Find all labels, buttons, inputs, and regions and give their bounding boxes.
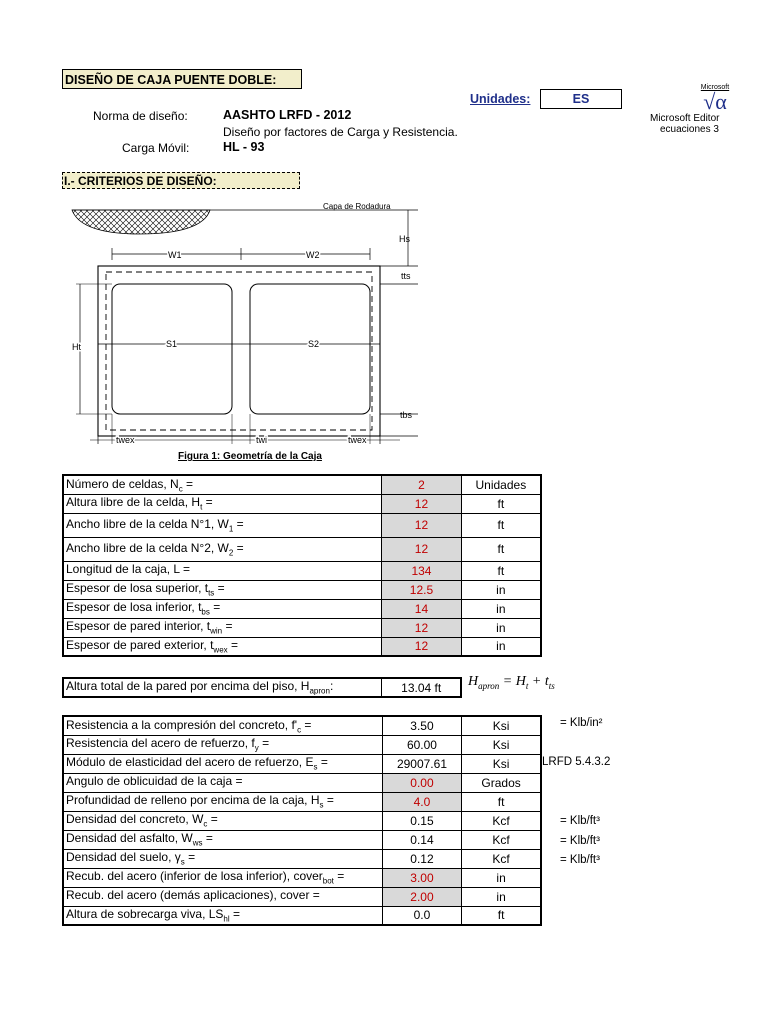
param-input[interactable]: 12: [382, 513, 462, 537]
param-unit: in: [461, 637, 541, 656]
param-unit: Ksi: [462, 735, 541, 754]
param-unit: ft: [462, 792, 541, 811]
param-label: Densidad del asfalto, $W_{ws}$ =: [63, 830, 382, 849]
param-label: Ancho libre de la celda N°2, $W_2$ =: [63, 537, 382, 561]
tbs-label: tbs: [400, 410, 413, 420]
s2-label: S2: [308, 339, 320, 349]
param-value: 0.0: [382, 906, 461, 925]
param-label: Recub. del acero (demás aplicaciones), cover =: [63, 887, 382, 906]
table-row: [63, 618, 541, 637]
apron-formula: $H_{apron} = H_t + t_{ts}$: [468, 674, 555, 691]
equation-editor-object[interactable]: [620, 84, 768, 135]
param-value: 0.12: [382, 849, 461, 868]
document-title: DISEÑO DE CAJA PUENTE DOBLE:: [62, 69, 302, 89]
apron-table: [62, 677, 462, 698]
tts-label: tts: [401, 271, 411, 281]
table-row: [63, 599, 541, 618]
table-row: [63, 580, 541, 599]
table-row: [63, 561, 541, 580]
param-label: Espesor de pared interior, $t_{win}$ =: [63, 618, 382, 637]
w1-label: W1: [168, 250, 182, 260]
table-row: [63, 494, 541, 513]
twex-right-label: twex: [348, 435, 367, 445]
equation-editor-line1: Microsoft Editor: [650, 113, 720, 124]
ht-label: Ht: [72, 342, 81, 352]
param-input[interactable]: 12.5: [382, 580, 462, 599]
unit-note: = Klb/ft³: [560, 815, 600, 827]
table-row: [63, 475, 541, 494]
param-unit: ft: [462, 906, 541, 925]
materials-table: [62, 715, 542, 926]
unit-note: = Klb/in²: [560, 717, 603, 729]
param-value[interactable]: 2.00: [382, 887, 461, 906]
param-unit: ft: [461, 494, 541, 513]
box-culvert-geometry-figure: [60, 196, 430, 451]
twex-left-label: twex: [116, 435, 135, 445]
param-label: Resistencia del acero de refuerzo, $f_y$ =: [63, 735, 382, 754]
param-input[interactable]: 134: [382, 561, 462, 580]
apron-value: 13.04 ft: [382, 678, 461, 697]
units-selector[interactable]: ES: [540, 89, 622, 109]
param-unit: Kcf: [462, 811, 541, 830]
table-row: [63, 678, 461, 697]
table-row: [63, 868, 541, 887]
param-unit: Unidades: [461, 475, 541, 494]
param-value: 29007.61: [382, 754, 461, 773]
units-label: Unidades:: [470, 92, 531, 106]
live-load-label: Carga Móvil:: [122, 141, 190, 155]
param-label: Ancho libre de la celda N°1, $W_1$ =: [63, 513, 382, 537]
design-method-text: Diseño por factores de Carga y Resistencia.: [223, 125, 458, 139]
geometry-table: [62, 474, 542, 657]
param-label: Longitud de la caja, L =: [63, 561, 382, 580]
table-row: [63, 637, 541, 656]
table-row: [63, 754, 541, 773]
table-row: [63, 716, 541, 735]
sqrt-alpha-icon: √α: [703, 89, 727, 114]
table-row: [63, 906, 541, 925]
unit-note: = Klb/ft³: [560, 834, 600, 847]
apron-label: Altura total de la pared por encima del piso, $H_{apron}$:: [63, 678, 382, 697]
w2-label: W2: [306, 250, 320, 260]
param-unit: Kcf: [462, 849, 541, 868]
param-value: 3.50: [382, 716, 461, 735]
table-row: [63, 735, 541, 754]
table-row: [63, 830, 541, 849]
unit-note: = Klb/ft³: [560, 854, 600, 867]
equation-editor-line2: ecuaciones 3: [660, 124, 719, 135]
param-input[interactable]: 12: [382, 637, 462, 656]
param-label: Módulo de elasticidad del acero de refuerzo, $E_s$ =: [63, 754, 382, 773]
design-code-label: Norma de diseño:: [93, 109, 188, 123]
table-row: [63, 792, 541, 811]
param-label: Densidad del suelo, $\gamma_s$ =: [63, 849, 382, 868]
param-input[interactable]: 14: [382, 599, 462, 618]
param-label: Angulo de oblicuidad de la caja =: [63, 773, 382, 792]
param-label: Altura de sobrecarga viva, $LS_{hl}$ =: [63, 906, 382, 925]
table-row: [63, 849, 541, 868]
param-unit: in: [462, 887, 541, 906]
param-label: Resistencia a la compresión del concreto, $f'_c$ =: [63, 716, 382, 735]
fill-hatch-icon: [72, 210, 210, 234]
param-label: Número de celdas, $N_c$ =: [63, 475, 382, 494]
param-input[interactable]: 12: [382, 494, 462, 513]
param-unit: Ksi: [462, 754, 541, 773]
param-unit: ft: [461, 561, 541, 580]
param-unit: ft: [461, 513, 541, 537]
table-row: [63, 773, 541, 792]
param-label: Profundidad de relleno por encima de la caja, $H_s$ =: [63, 792, 382, 811]
param-unit: in: [461, 580, 541, 599]
design-code-value: AASHTO LRFD - 2012: [223, 108, 352, 122]
table-row: [63, 887, 541, 906]
param-value[interactable]: 0.00: [382, 773, 461, 792]
param-label: Recub. del acero (inferior de losa inferior), cover$_{bot}$ =: [63, 868, 382, 887]
table-row: [63, 537, 541, 561]
param-input[interactable]: 12: [382, 618, 462, 637]
table-row: [63, 811, 541, 830]
hs-label: Hs: [399, 234, 410, 244]
param-unit: Grados: [462, 773, 541, 792]
param-input[interactable]: 2: [382, 475, 462, 494]
param-value: 0.14: [382, 830, 461, 849]
param-unit: in: [461, 599, 541, 618]
param-label: Espesor de pared exterior, $t_{wex}$ =: [63, 637, 382, 656]
param-label: Densidad del concreto, $W_c$ =: [63, 811, 382, 830]
param-unit: ft: [461, 537, 541, 561]
param-value: 0.15: [382, 811, 461, 830]
live-load-value: HL - 93: [223, 140, 265, 154]
param-unit: Kcf: [462, 830, 541, 849]
param-unit: in: [461, 618, 541, 637]
figure-caption: Figura 1: Geometría de la Caja: [178, 451, 322, 462]
param-label: Espesor de losa superior, $t_{ts}$ =: [63, 580, 382, 599]
unit-note: LRFD 5.4.3.2: [542, 756, 611, 769]
wearing-surface-label: Capa de Rodadura: [323, 202, 391, 211]
equation-editor-brand: Microsoft: [700, 84, 730, 91]
param-label: Altura libre de la celda, $H_t$ =: [63, 494, 382, 513]
twi-label: twi: [256, 435, 267, 445]
param-unit: Ksi: [462, 716, 541, 735]
s1-label: S1: [166, 339, 178, 349]
param-label: Espesor de losa inferior, $t_{bs}$ =: [63, 599, 382, 618]
section-title: I.- CRITERIOS DE DISEÑO:: [62, 172, 300, 189]
param-value: 60.00: [382, 735, 461, 754]
param-input[interactable]: 12: [382, 537, 462, 561]
table-row: [63, 513, 541, 537]
param-unit: in: [462, 868, 541, 887]
param-value[interactable]: 3.00: [382, 868, 461, 887]
param-value[interactable]: 4.0: [382, 792, 461, 811]
